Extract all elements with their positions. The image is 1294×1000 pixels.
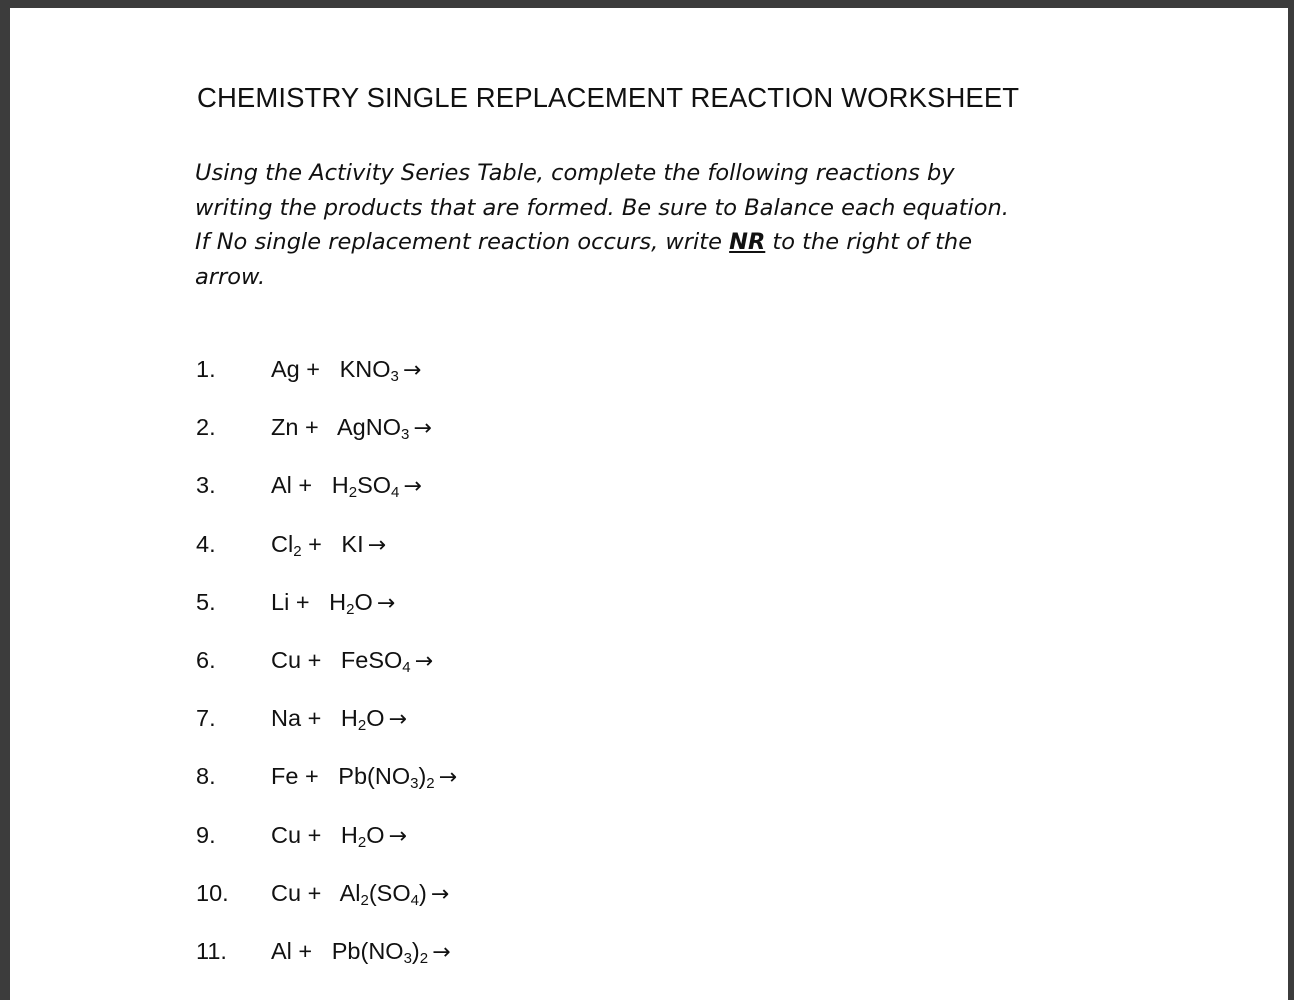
reactant-1: Na [271, 705, 302, 732]
reaction-number: 6. [196, 646, 216, 673]
yield-arrow-icon: → [414, 648, 434, 674]
reaction-number: 9. [196, 821, 216, 848]
reactant-1: Ag [271, 356, 300, 382]
instructions-line-3-start: If No single replacement reaction occurs, write [195, 229, 730, 255]
reactant-1: Cu [271, 879, 302, 906]
reaction-equation: $Li + H_2O$ → [271, 588, 396, 618]
instructions-line-3 [195, 225, 1115, 260]
reactant-1: Fe [271, 763, 299, 790]
reaction-equation: $Fe + Pb(NO_3)_2$ → [271, 763, 458, 793]
reaction-equation [271, 356, 421, 383]
reaction-number: 5. [196, 588, 216, 615]
reactant-1: Al [271, 937, 292, 964]
reaction-equation: $Al + H_2SO_4$ → [271, 472, 422, 502]
subscript: 3 [410, 775, 419, 793]
reaction-equation: $Na + H_2O$ → [271, 705, 407, 735]
yield-arrow-icon: → [438, 765, 458, 791]
reactant-2: Al [339, 879, 361, 906]
plus-sign: + [301, 821, 341, 848]
reaction-number: 7. [196, 705, 216, 732]
yield-arrow-icon: → [388, 823, 407, 849]
subscript: 2 [346, 600, 355, 618]
reaction-equation [271, 531, 386, 558]
instructions [195, 156, 1115, 294]
yield-arrow-icon: → [430, 881, 450, 907]
subscript: 2 [357, 717, 367, 735]
reactant-2: H [340, 821, 358, 848]
plus-sign: + [291, 937, 332, 964]
subscript: 4 [391, 484, 400, 502]
subscript: 2 [357, 833, 367, 851]
subscript: 2 [419, 949, 429, 967]
instructions-line-2: writing the products that are formed. Be sure to Balance each equation. [195, 194, 1009, 221]
reactant-2: KI [341, 530, 364, 557]
yield-arrow-icon: → [413, 416, 432, 442]
plus-sign: + [299, 356, 340, 382]
plus-sign: + [301, 879, 340, 906]
subscript: 3 [390, 368, 399, 385]
instructions-line-4: arrow. [195, 263, 266, 290]
subscript: 2 [348, 484, 358, 502]
worksheet-title: CHEMISTRY SINGLE REPLACEMENT REACTION WORKSHEET [197, 82, 1020, 113]
reactant-1: Al [271, 472, 292, 499]
plus-sign: + [301, 705, 341, 732]
reactant-1: Cl [271, 530, 294, 557]
reactant-1: Zn [271, 414, 299, 441]
reaction-equation: $Cu + Al_2(SO_4)$ → [271, 879, 450, 909]
plus-sign: + [289, 588, 330, 615]
yield-arrow-icon: → [367, 532, 387, 558]
yield-arrow-icon: → [403, 474, 422, 500]
reaction-number: 1. [196, 356, 216, 382]
reactant-2: H [340, 705, 358, 732]
reactant-1: Cu [271, 821, 302, 848]
reaction-number: 4. [196, 530, 216, 557]
reaction-number: 2. [196, 414, 216, 441]
reactant-2: Pb(NO [331, 937, 404, 964]
reaction-number: 3. [196, 472, 216, 499]
instructions-line-1: Using the Activity Series Table, complete the following reactions by [195, 160, 955, 186]
plus-sign: + [298, 414, 337, 441]
subscript: 3 [403, 949, 412, 967]
subscript: 4 [410, 891, 419, 909]
instructions-line-3-end: to the right of the [765, 229, 973, 255]
reactant-2: H [329, 588, 347, 615]
reaction-number: 10. [196, 879, 229, 906]
reactant-2: FeSO [340, 646, 403, 673]
reaction-equation [271, 647, 433, 674]
plus-sign: + [298, 763, 339, 790]
yield-arrow-icon: → [432, 939, 451, 965]
reactant-2: H [331, 472, 349, 499]
reactant-2: KNO [339, 356, 391, 382]
reactant-1: Li [271, 588, 290, 615]
plus-sign: + [301, 530, 342, 557]
subscript: 2 [426, 775, 435, 793]
reaction-number: 11. [196, 937, 227, 964]
reactant-2: AgNO [336, 414, 401, 441]
nr-label: NR [729, 229, 766, 255]
subscript: 4 [402, 658, 411, 676]
yield-arrow-icon: → [388, 707, 407, 733]
yield-arrow-icon: → [402, 358, 422, 383]
reactant-2: Pb(NO [338, 763, 411, 790]
yield-arrow-icon: → [376, 590, 396, 616]
subscript: 2 [360, 891, 369, 909]
plus-sign: + [291, 472, 332, 499]
reaction-equation: $Al + Pb(NO_3)_2$ → [271, 937, 451, 967]
worksheet-page [10, 8, 1288, 1000]
subscript: 2 [293, 542, 302, 560]
reaction-equation: $Cu + H_2O$ → [271, 821, 407, 851]
plus-sign: + [301, 646, 341, 673]
reaction-number: 8. [196, 763, 216, 790]
reaction-equation [271, 414, 432, 444]
subscript: 3 [400, 426, 410, 444]
reactant-1: Cu [271, 646, 302, 673]
